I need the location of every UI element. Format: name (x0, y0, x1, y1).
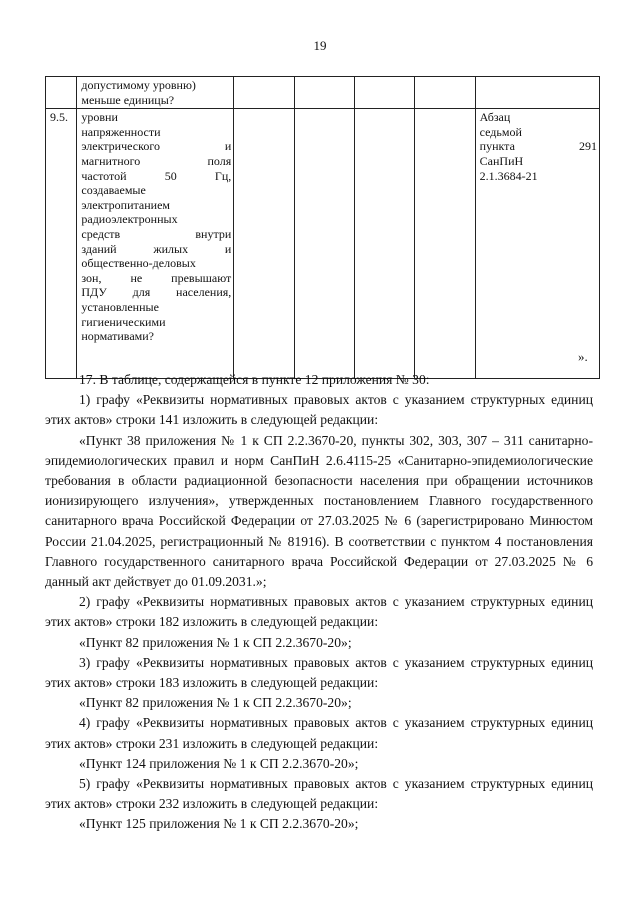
table-cell (234, 109, 294, 379)
paragraph: 17. В таблице, содержащейся в пункте 12 приложения № 30: (79, 372, 430, 387)
table-cell (415, 109, 475, 379)
cell-line: допустимому уровню) (81, 78, 196, 92)
cell-line: пункта 291 (479, 139, 597, 154)
cell-line: уровни (81, 110, 118, 125)
cell-line: нормативами? (81, 329, 154, 344)
table-cell (294, 77, 354, 109)
table-cell (294, 109, 354, 379)
paragraph: «Пункт 82 приложения № 1 к СП 2.2.3670-20»; (79, 634, 352, 650)
cell-line: радиоэлектронных (81, 212, 178, 227)
paragraph: 1) графу «Реквизиты нормативных правовых актов с указанием структурных единиц этих актов» строки 141 изложить в следующей редакции: (45, 392, 593, 428)
table-cell (354, 77, 414, 109)
paragraph: «Пункт 38 приложения № 1 к СП 2.2.3670-20, пункты 302, 303, 307 – 311 санитарно-эпидемиологических правил и норм СанПиН 2.6.4115-25 «Санитарно-эпидемиологические требования в области радиационной безопасности населения при обращении источников ионизирующего излучения», утвержденных постановлением Главного государственного санитарного врача Российской Федерации от 27.03.2025 № 6 (зарегистрировано Минюстом России 21.04.2025, регистрационный № 81916). В соответствии с пунктом 4 постановления Главного государственного санитарного врача Российской Федерации от 27.03.2025 № 6 данный акт действует до 01.09.2031.»; (45, 432, 593, 590)
cell-line: установленные (81, 299, 159, 314)
cell-line: зон, не превышают (81, 270, 232, 285)
table-row (46, 77, 600, 109)
cell-line: зданий жилых и (81, 241, 232, 256)
requirements-table (45, 76, 600, 379)
paragraph: «Пункт 124 приложения № 1 к СП 2.2.3670-20»; (79, 755, 359, 771)
cell-line: создаваемые (81, 183, 146, 198)
paragraph: 4) графу «Реквизиты нормативных правовых актов с указанием структурных единиц этих актов» строки 231 изложить в следующей редакции: (45, 715, 593, 751)
paragraph: «Пункт 125 приложения № 1 к СП 2.2.3670-20»; (79, 816, 359, 832)
paragraph: 2) графу «Реквизиты нормативных правовых актов с указанием структурных единиц этих актов» строки 182 изложить в следующей редакции: (45, 594, 593, 630)
document-body (45, 370, 593, 835)
table-cell-text (77, 77, 234, 109)
table-cell (234, 77, 294, 109)
cell-line: Абзац (479, 110, 511, 125)
table-cell-text (77, 109, 234, 379)
cell-line: СанПиН (479, 153, 524, 168)
paragraph: «Пункт 82 приложения № 1 к СП 2.2.3670-20»; (79, 695, 352, 711)
table-cell (475, 77, 599, 109)
cell-line: электропитанием (81, 197, 171, 212)
cell-line: общественно-деловых (81, 256, 196, 271)
table-cell-num: 9.5. (46, 109, 77, 379)
cell-line: электрического и (81, 139, 232, 154)
cell-line: гигиеническими (81, 314, 166, 329)
cell-line: средств внутри (81, 226, 232, 241)
cell-line: напряженности (81, 124, 161, 139)
paragraph: 3) графу «Реквизиты нормативных правовых актов с указанием структурных единиц этих актов» строки 183 изложить в следующей редакции: (45, 654, 593, 691)
cell-line: седьмой (479, 124, 522, 139)
table-closing-quote: ». (578, 349, 588, 364)
cell-line: ПДУ для населения, (81, 285, 232, 300)
cell-line: частотой 50 Гц, (81, 168, 232, 183)
table-cell-num (46, 77, 77, 109)
cell-line: 2.1.3684-21 (479, 168, 538, 183)
cell-line: меньше единицы? (81, 92, 175, 107)
table-cell (415, 77, 475, 109)
table-cell-reference (475, 109, 599, 379)
paragraph: 5) графу «Реквизиты нормативных правовых актов с указанием структурных единиц этих актов» строки 232 изложить в следующей редакции: (45, 776, 593, 812)
table-row (46, 109, 600, 379)
cell-line: магнитного поля (81, 153, 232, 168)
page-number: 19 (313, 38, 327, 53)
table-cell (354, 109, 414, 379)
